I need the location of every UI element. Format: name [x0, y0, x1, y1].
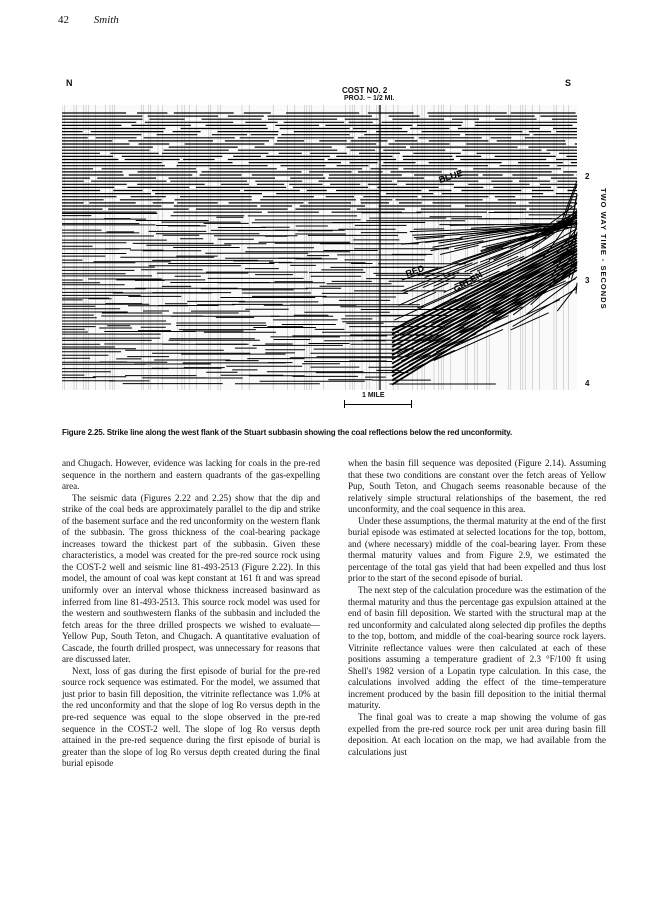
page-header	[58, 14, 119, 26]
scale-bar	[344, 404, 412, 405]
scale-label: 1 MILE	[362, 392, 385, 399]
left-column	[62, 458, 320, 770]
north-label: N	[66, 78, 73, 88]
paragraph: and Chugach. However, evidence was lacking for coals in the pre-red sequence in the northern and eastern quadrants of the gas-expelling area.	[62, 458, 320, 492]
paragraph: Next, loss of gas during the first episode of burial for the pre-red source rock sequence was estimated. For the model, we assumed that just prior to basin fill deposition, the vitrinite reflectance was 1.0% at the red unconformity and that the slope of log Ro versus depth in the pre-red sequence was equal to the slope observed in the pre-red sequence in the COST-2 well. The slope of log Ro versus depth attained in the pre-red sequence during the first episode of burial is greater than the slope of log Ro versus depth created during the final burial episode	[62, 665, 320, 769]
south-label: S	[565, 78, 572, 88]
tick-2: 2	[585, 172, 590, 181]
paragraph: Under these assumptions, the thermal maturity at the end of the first burial episode was estimated at selected locations for the top, bottom, and (where necessary) middle of the coal-bearing layer. From these thermal maturity values and from Figure 2.9, we estimated the percentage of the total gas yield that had been expelled and thus lost prior to the start of the second episode of burial.	[348, 515, 606, 584]
tick-4: 4	[585, 379, 590, 388]
axis-title: TWO WAY TIME - SECONDS	[599, 188, 608, 310]
figure-caption: Figure 2.25. Strike line along the west flank of the Stuart subbasin showing the coal reflections below the red unconformity.	[62, 428, 513, 437]
right-column	[348, 458, 606, 758]
horizon-red: RED	[404, 262, 426, 279]
projection-label: PROJ. ~ 1/2 MI.	[344, 95, 395, 102]
paragraph: The next step of the calculation procedure was the estimation of the thermal maturity and thus the percentage gas expulsion attained at the end of basin fill deposition. We started with the structural map at the red unconformity and calculated along selected dip profiles the depths to the top, bottom, and middle of the coal-bearing source rock layers. Vitrinite reflectance values were then calculated at each of these positions assuming a temperature gradient of 2.3 °F/100 ft using Shell's 1982 version of a Lopatin type calculation. In this case, the calculations involved adding the effect of the time–temperature increment produced by the basin fill deposition to the initial thermal maturity.	[348, 585, 606, 711]
paragraph: The seismic data (Figures 2.22 and 2.25) show that the dip and strike of the coal beds are approximately parallel to the dip and strike of the basement surface and the red unconformity on the western flank of the subbasin. The gross thickness of the coal-bearing package increases toward the thickest part of the subbasin. Given these characteristics, a model was created for the pre-red source rock using the COST-2 well and seismic line 81-493-2513 (Figure 2.22). In this model, the amount of coal was kept constant at 161 ft and was spread uniformly over an interval whose thickness increased basinward as inferred from line 81-493-2513. This source rock model was used for the western and southwestern flanks of the subbasin and included the fetch areas for the three drilled prospects we wished to evaluate—Yellow Pup, South Teton, and Chugach. A quantitative evaluation of Cascade, the fourth drilled prospect, was unnecessary for reasons that are discussed later.	[62, 492, 320, 665]
well-label: COST NO. 2	[342, 86, 388, 95]
running-author: Smith	[93, 14, 119, 26]
page-number: 42	[58, 14, 69, 26]
horizon-blue: BLUE	[437, 167, 464, 185]
horizon-green: GREEN	[451, 269, 485, 295]
seismic-figure	[62, 78, 608, 418]
paragraph: The final goal was to create a map showing the volume of gas expelled from the pre-red source rock per unit area during basin fill deposition. At each location on the map, we had available from the calculations just	[348, 712, 606, 757]
paragraph: when the basin fill sequence was deposited (Figure 2.14). Assuming that these two conditions are constant over the fetch areas of Yellow Pup, South Teton, and Chugach seems reasonable because of the relatively simple structural relationships of the basement, the red unconformity, and the coal sequence in this area.	[348, 458, 606, 515]
tick-3: 3	[585, 276, 590, 285]
seismic-section-image	[62, 105, 582, 390]
